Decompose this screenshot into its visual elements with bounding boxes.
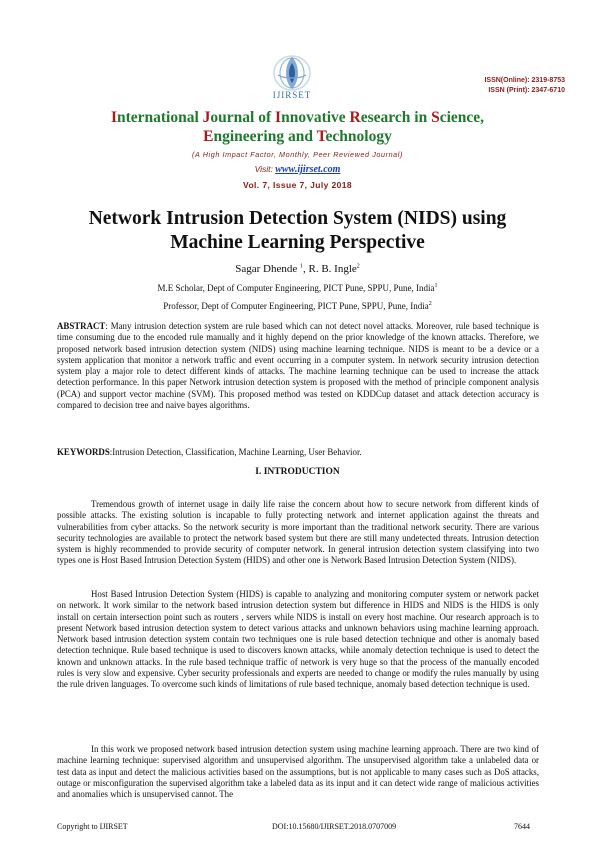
intro-paragraph-2 xyxy=(57,589,539,690)
volume-issue: Vol. 7, Issue 7, July 2018 xyxy=(243,180,352,190)
visit-label: Visit: xyxy=(254,164,273,174)
author-superscript: 1 xyxy=(299,263,303,270)
section-heading: I. INTRODUCTION xyxy=(255,467,340,477)
affiliation-text: Professor, Dept of Computer Engineering, PICT Pune, SPPU, Pune, India xyxy=(163,301,429,311)
keywords xyxy=(57,447,539,458)
page-number: 7644 xyxy=(514,822,530,831)
affiliation-text: M.E Scholar, Dept of Computer Engineering, PICT Pune, SPPU, Pune, India xyxy=(157,283,435,293)
author-superscript: 2 xyxy=(356,263,360,270)
paragraph-text: In this work we proposed network based intrusion detection system using machine learning approach. There are two kind of machine learning technique: supervised algorithm and unsupervised algorithm. The unsupervised algorithm take a unlabeled data or test data as input and detect the malicious activities based on the assumptions, but is not applicable to many cases such as DoS attacks, outage or misconfiguration the supervised algorithm take a labeled data as its input and it can detect wide range of malicious activities and anomalies which is unsupervised cannot. The xyxy=(57,744,539,799)
visit-line xyxy=(40,164,555,175)
issn-online: ISSN(Online): 2319-8753 xyxy=(484,77,565,84)
journal-website-link[interactable]: www.ijirset.com xyxy=(275,164,341,175)
intro-paragraph-1 xyxy=(57,499,539,567)
affiliation-superscript: 2 xyxy=(428,301,432,307)
intro-paragraph-3 xyxy=(57,744,539,800)
paragraph-text: Tremendous growth of internet usage in daily life raise the concern about how to secure network from different kinds of possible attacks. The existing solution is incapable to fully protecting network and internet application against the threats and vulnerabilities from cyber attacks. So the network security is more important than the traditional network security. There are various security technologies are available to protect the network based system but there are still many undetected threats. Intrusion detection system is highly recommended to provide security of computer network. In general intrusion detection system classifying into two types one is Host Based Intrusion Detection System (HIDS) and other one is Network Based Intrusion Detection System (NIDS). xyxy=(57,499,539,566)
journal-name-line1: International Journal of Innovative Research in Science, xyxy=(110,109,485,126)
issn-print: ISSN (Print): 2347-6710 xyxy=(488,87,565,94)
journal-name-line2: Engineering and Technology xyxy=(203,128,392,145)
footer-copyright: Copyright to IJIRSET xyxy=(57,822,128,831)
paper-title-line2: Machine Learning Perspective xyxy=(170,232,425,253)
journal-tagline: (A High Impact Factor, Monthly, Peer Reviewed Journal) xyxy=(192,150,403,159)
abstract-label: ABSTRACT xyxy=(57,321,106,331)
author-name: Sagar Dhende xyxy=(235,263,298,275)
author-name: , R. B. Ingle xyxy=(302,263,357,275)
affiliation-1 xyxy=(40,283,555,293)
affiliation-2 xyxy=(40,301,555,311)
keywords-label: KEYWORDS xyxy=(57,447,110,457)
logo-emblem-icon xyxy=(262,49,322,93)
author-list xyxy=(40,263,555,275)
affiliation-superscript: 1 xyxy=(434,283,438,289)
logo-wordmark: IJIRSET xyxy=(272,90,312,100)
keywords-text: :Intrusion Detection, Classification, Machine Learning, User Behavior. xyxy=(109,447,362,457)
abstract-text: : Many intrusion detection system are rule based which can not detect novel attacks. Moreover, rule based technique is time consuming due to the encoded rule manually and it highly depend on the prior knowledge of the known attacks. Therefore, we proposed network based intrusion detection system (NIDS) using machine learning technique. NIDS is meant to be a device or a system application that monitor a network traffic and event occurring in a computer system. In network security intrusion detection system play a major role to detect different kinds of attacks. The machine learning technique can be used to increase the attack detection performance. In this paper Network intrusion detection system is proposed with the method of principle component analysis (PCA) and support vector machine (SVM). This proposed method was tested on KDDCup dataset and attack detection accuracy is compared to decision tree and naive bayes algorithms. xyxy=(57,321,539,410)
abstract xyxy=(57,321,539,411)
paragraph-text: Host Based Intrusion Detection System (HIDS) is capable to analyzing and monitoring computer system or network packet on network. It work similar to the network based intrusion detection system but difference in HIDS and NIDS is the HIDS is only install on certain intersection point such as routers , servers while NIDS is install on every host machine. Our research approach is to present Network based intrusion detection system to detect various attacks and unknown behaviors using machine learning approach. Network based intrusion detection system contain two techniques one is rule based detection technique and other is anomaly based detection technique. Rule based technique is used to discovers known attacks, while anomaly detection technique is used to detect the known and unknown attacks. In the rule based technique traffic of network is very huge so that the process of the manually encoded rules is very slow and expensive. Cyber security professionals and experts are needed to change or modify the rules manually by using the rule driven languages. To overcome such kinds of limitations of rule based technique, anomaly based detection technique is used. xyxy=(57,589,539,689)
footer-doi: DOI:10.15680/IJIRSET.2018.0707009 xyxy=(272,822,397,831)
paper-title-line1: Network Intrusion Detection System (NIDS) using xyxy=(88,208,507,229)
